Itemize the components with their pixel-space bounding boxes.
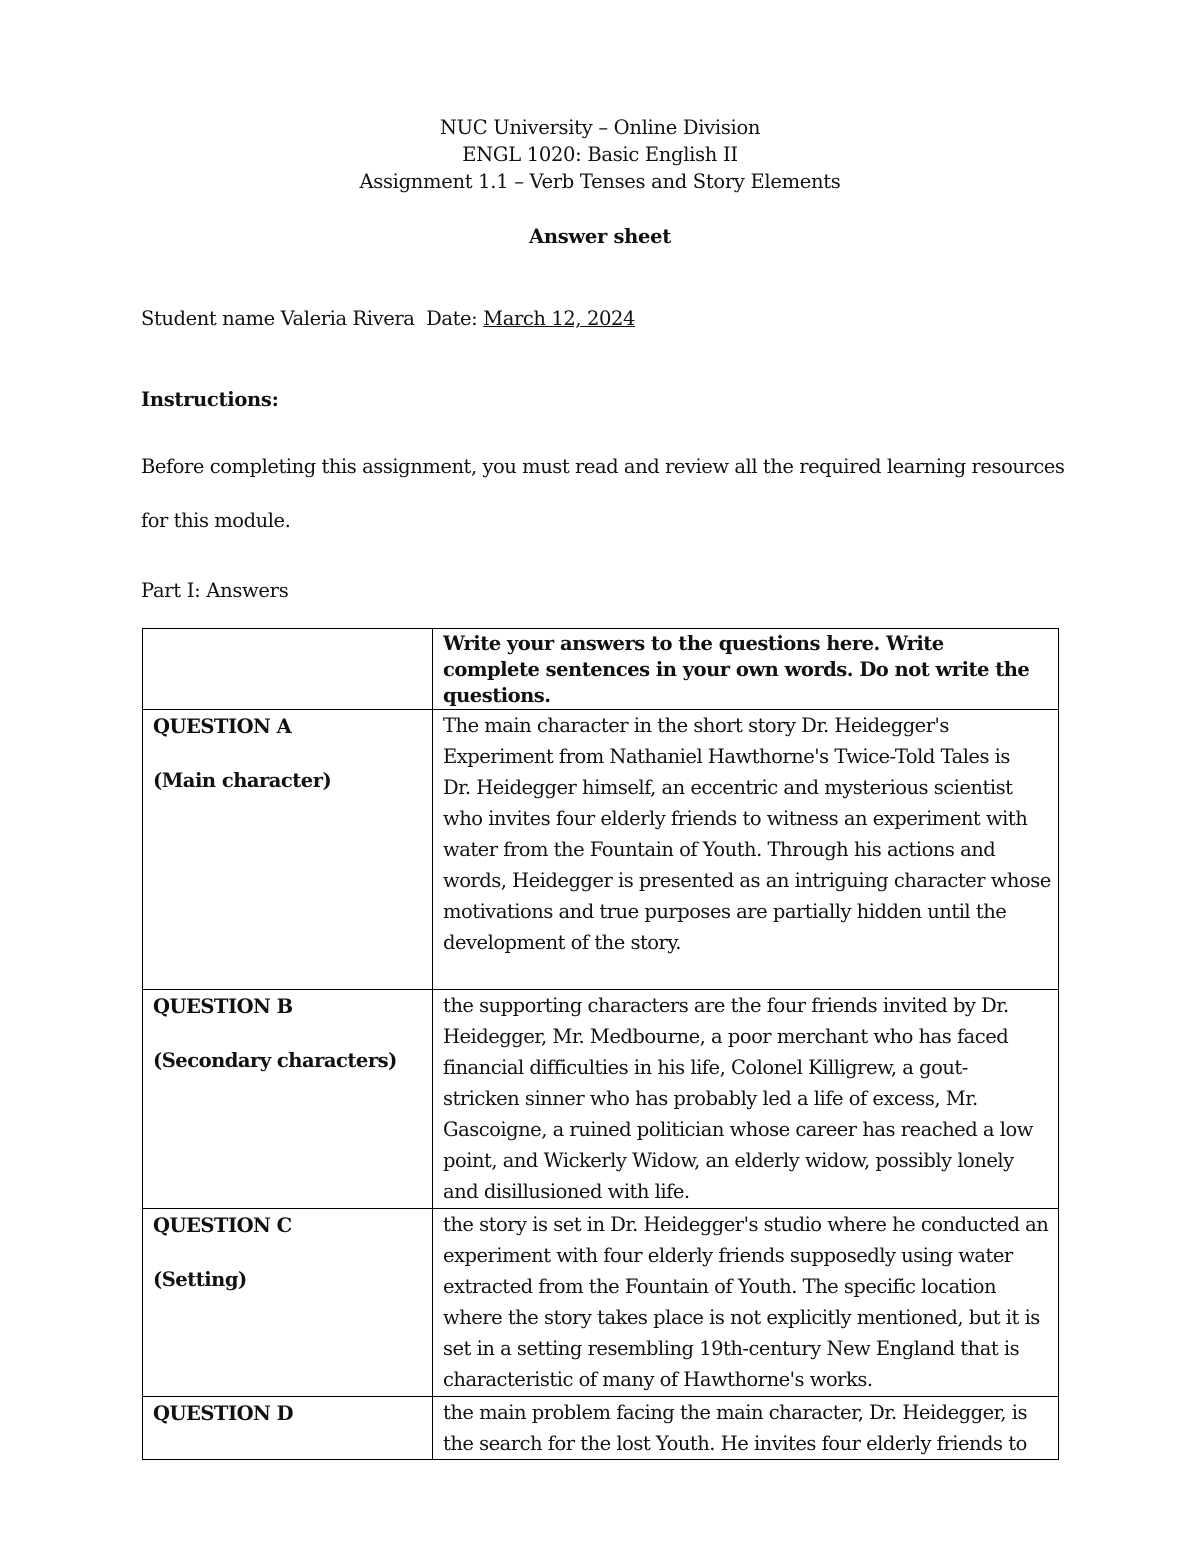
answer-line: who invites four elderly friends to witness an experiment with [443, 807, 1028, 830]
table-row [143, 1209, 1059, 1397]
institution-line: NUC University – Online Division [439, 116, 761, 139]
date-value: March 12, 2024 [483, 307, 635, 330]
date-label: Date: [426, 307, 478, 330]
part-heading: Part I: Answers [141, 579, 289, 602]
table-row [143, 1397, 1059, 1460]
answer-cell[interactable] [433, 1397, 1059, 1460]
document-header [0, 114, 1200, 195]
answer-line: the supporting characters are the four friends invited by Dr. [443, 994, 1009, 1017]
course-line: ENGL 1020: Basic English II [462, 143, 738, 166]
answer-line: stricken sinner who has probably led a life of excess, Mr. [443, 1087, 978, 1110]
instructions-line: Before completing this assignment, you must read and review all the required learning resources [141, 455, 1065, 478]
answer-line: Heidegger, Mr. Medbourne, a poor merchant who has faced [443, 1025, 1009, 1048]
question-subtitle: (Secondary characters) [153, 1049, 397, 1072]
question-subtitle: (Setting) [153, 1268, 247, 1291]
question-cell [143, 710, 433, 990]
answer-line: extracted from the Fountain of Youth. The specific location [443, 1275, 997, 1298]
answer-line: and disillusioned with life. [443, 1180, 690, 1203]
question-id: QUESTION A [153, 715, 292, 738]
answer-line: where the story takes place is not explicitly mentioned, but it is [443, 1306, 1040, 1329]
answer-line: financial difficulties in his life, Colonel Killigrew, a gout- [443, 1056, 968, 1079]
answer-line: set in a setting resembling 19th-century New England that is [443, 1337, 1020, 1360]
student-name-label: Student name [141, 307, 275, 330]
instructions-text [141, 440, 1071, 548]
answer-line: Dr. Heidegger himself, an eccentric and mysterious scientist [443, 776, 1013, 799]
question-cell [143, 1209, 433, 1397]
table-header-row [143, 629, 1059, 710]
student-name-value: Valeria Rivera [280, 307, 415, 330]
answer-line: characteristic of many of Hawthorne's works. [443, 1368, 873, 1391]
answer-line: point, and Wickerly Widow, an elderly widow, possibly lonely [443, 1149, 1014, 1172]
question-cell [143, 990, 433, 1209]
question-id: QUESTION C [153, 1214, 292, 1237]
answer-line: development of the story. [443, 931, 681, 954]
answer-line: Gascoigne, a ruined politician whose career has reached a low [443, 1118, 1033, 1141]
question-subtitle: (Main character) [153, 769, 332, 792]
answer-line: experiment with four elderly friends supposedly using water [443, 1244, 1013, 1267]
student-info [141, 305, 635, 332]
answers-table [142, 628, 1059, 1460]
answer-cell[interactable] [433, 710, 1059, 990]
answer-line: The main character in the short story Dr. Heidegger's [443, 714, 949, 737]
answer-line: Experiment from Nathaniel Hawthorne's Twice-Told Tales is [443, 745, 1010, 768]
question-id: QUESTION B [153, 995, 293, 1018]
answer-line: the search for the lost Youth. He invites four elderly friends to [443, 1432, 1027, 1455]
answer-line: motivations and true purposes are partially hidden until the [443, 900, 1007, 923]
answer-cell[interactable] [433, 1209, 1059, 1397]
header-right-cell: Write your answers to the questions here. Write complete sentences in your own words. Do not write the questions. [433, 629, 1059, 710]
answer-cell[interactable] [433, 990, 1059, 1209]
question-cell [143, 1397, 433, 1460]
header-left-cell [143, 629, 433, 710]
question-id: QUESTION D [153, 1402, 294, 1425]
answer-line: the story is set in Dr. Heidegger's studio where he conducted an [443, 1213, 1049, 1236]
assignment-line: Assignment 1.1 – Verb Tenses and Story Elements [359, 170, 841, 193]
sheet-title: Answer sheet [529, 225, 671, 248]
answer-line: words, Heidegger is presented as an intriguing character whose [443, 869, 1051, 892]
table-row [143, 990, 1059, 1209]
table-row [143, 710, 1059, 990]
answer-line: water from the Fountain of Youth. Through his actions and [443, 838, 996, 861]
instructions-heading: Instructions: [141, 388, 279, 411]
instructions-line: for this module. [141, 509, 291, 532]
answer-line: the main problem facing the main character, Dr. Heidegger, is [443, 1401, 1027, 1424]
